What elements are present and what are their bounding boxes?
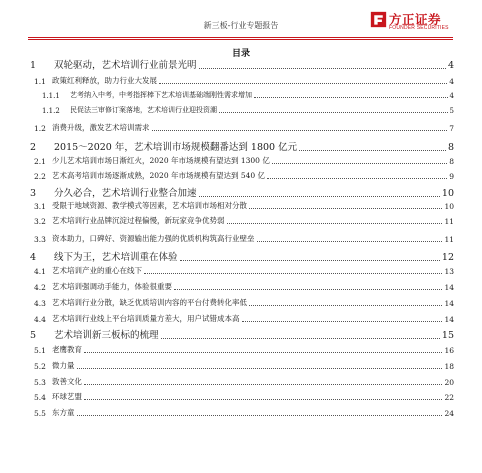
toc-dot-leader	[199, 195, 440, 197]
toc-entry-3[interactable]	[30, 185, 454, 199]
toc-entry-number: 3	[30, 188, 37, 199]
toc-entry-number: 1	[30, 60, 37, 71]
toc-dot-leader	[144, 272, 442, 274]
toc-entry-number: 4.4	[34, 315, 46, 324]
toc-dot-leader	[272, 162, 447, 164]
toc-entry-1[interactable]	[30, 57, 454, 71]
toc-entry-title: 老鹰教育	[52, 345, 82, 354]
toc-entry-page: 4	[449, 92, 454, 100]
toc-entry-number: 3.2	[34, 217, 46, 226]
toc-entry-page: 8	[447, 142, 454, 153]
toc-dot-leader	[152, 129, 448, 131]
toc-entry-number: 5.5	[34, 409, 46, 418]
toc-entry-3-2[interactable]	[30, 215, 454, 226]
toc-entry-title: 环球艺盟	[52, 392, 82, 401]
toc-entry-title: 艺术培训产业的重心在线下	[52, 266, 142, 275]
toc-entry-page: 4	[447, 60, 454, 71]
toc-entry-4-3[interactable]	[30, 297, 454, 308]
toc-dot-leader	[267, 177, 447, 179]
toc-dot-leader	[242, 320, 443, 322]
toc-dot-leader	[174, 288, 442, 290]
toc-entry-number: 2	[30, 142, 37, 153]
toc-entry-page: 14	[444, 299, 454, 308]
toc-dot-leader	[257, 240, 443, 242]
toc-entry-number: 3.1	[34, 202, 46, 211]
toc-entry-page: 22	[444, 393, 454, 402]
toc-entry-number: 4.3	[34, 299, 46, 308]
toc-entry-number: 4.1	[34, 267, 46, 276]
toc-entry-page: 15	[441, 330, 454, 341]
toc-entry-title: 分久必合，艺术培训行业整合加速	[54, 188, 197, 199]
toc-entry-4-2[interactable]	[30, 281, 454, 292]
toc-dot-leader	[84, 398, 442, 400]
toc-entry-page: 14	[444, 315, 454, 324]
toc-entry-number: 1.1.2	[42, 107, 60, 115]
toc-entry-page: 12	[441, 252, 454, 263]
toc-entry-number: 1.1.1	[42, 92, 60, 100]
founder-logo-icon	[370, 11, 387, 28]
toc-entry-page: 5	[449, 107, 454, 115]
toc-entry-page: 7	[449, 124, 454, 133]
toc-entry-title: 少儿艺术培训市场日渐红火，2020 年市场规模有望达到 1300 亿	[52, 156, 270, 165]
toc-entry-title: 双轮驱动，艺术培训行业前景光明	[54, 60, 197, 71]
toc-entry-title: 艺术培训强调动手能力，体验很重要	[52, 282, 172, 291]
toc-entry-number: 4	[30, 252, 37, 263]
toc-entry-page: 16	[444, 346, 454, 355]
toc-entry-title: 敦善文化	[52, 377, 82, 386]
toc-entry-number: 5.1	[34, 346, 46, 355]
toc-entry-2-2[interactable]	[30, 170, 454, 181]
toc-entry-2-1[interactable]	[30, 155, 454, 166]
toc-entry-title: 受限于地域资源、教学模式等因素，艺术培训市场相对分散	[52, 201, 247, 210]
toc-entry-number: 1.1	[34, 77, 46, 86]
toc-heading: 目录	[231, 49, 250, 59]
toc-dot-leader	[227, 222, 443, 224]
toc-entry-title: 资本助力，口碑好、资源输出能力强的优质机构筑高行业壁垒	[52, 234, 255, 243]
toc-dot-leader	[249, 207, 442, 209]
toc-entry-page: 13	[444, 267, 454, 276]
toc-entry-page: 10	[441, 188, 454, 199]
toc-entry-1-2[interactable]	[30, 122, 454, 133]
toc-entry-5[interactable]	[30, 327, 454, 341]
toc-entry-5-3[interactable]	[30, 376, 454, 387]
toc-entry-title: 艺术培训行业分散，缺乏优质培训内容的平台付费转化率低	[52, 298, 247, 307]
toc-entry-number: 2.2	[34, 172, 46, 181]
toc-entry-title: 艺术培训行业线上平台培训质量方差大，用户试错成本高	[52, 314, 240, 323]
toc-entry-title: 微力量	[52, 361, 75, 370]
toc-entry-5-4[interactable]	[30, 391, 454, 402]
toc-entry-2[interactable]	[30, 139, 454, 153]
founder-securities-logo	[370, 10, 452, 34]
toc-entry-number: 4.2	[34, 283, 46, 292]
toc-entry-3-3[interactable]	[30, 233, 454, 244]
toc-entry-number: 5.2	[34, 362, 46, 371]
toc-entry-3-1[interactable]	[30, 200, 454, 211]
toc-entry-page: 10	[444, 202, 454, 211]
toc-dot-leader	[77, 367, 443, 369]
page-header	[0, 0, 482, 40]
logo-english-name: FOUNDER SECURITIES	[389, 25, 449, 31]
toc-entry-number: 2.1	[34, 157, 46, 166]
toc-dot-leader	[84, 383, 442, 385]
toc-entry-title: 艺考纳入中考，中考指挥棒下艺术培训基础端刚性需求增加	[70, 91, 252, 99]
toc-entry-title: 线下为王，艺术培训重在体验	[54, 252, 178, 263]
toc-dot-leader	[299, 149, 446, 151]
toc-entry-4-4[interactable]	[30, 313, 454, 324]
toc-entry-5-5[interactable]	[30, 407, 454, 418]
toc-entry-page: 8	[449, 157, 454, 166]
report-title: 新三板-行业专题报告	[203, 21, 279, 30]
toc-dot-leader	[159, 82, 447, 84]
toc-dot-leader	[161, 337, 440, 339]
toc-entry-number: 1.2	[34, 124, 46, 133]
toc-entry-5-2[interactable]	[30, 360, 454, 371]
toc-entry-1-1[interactable]	[30, 75, 454, 86]
toc-entry-page: 20	[444, 378, 454, 387]
toc-entry-page: 11	[444, 217, 454, 226]
toc-entry-1-1-1[interactable]	[30, 90, 454, 100]
toc-entry-number: 5	[30, 330, 37, 341]
logo-chinese-name: 方正证券	[389, 12, 442, 27]
toc-entry-title: 政策红利释放，助力行业大发展	[52, 76, 157, 85]
toc-entry-4[interactable]	[30, 249, 454, 263]
header-divider	[28, 37, 453, 38]
toc-entry-page: 4	[449, 77, 454, 86]
toc-entry-title: 消费升级，激发艺术培训需求	[52, 123, 150, 132]
header-divider-secondary	[28, 39, 453, 40]
toc-dot-leader	[219, 111, 448, 113]
toc-entry-title: 东方童	[52, 408, 75, 417]
toc-entry-1-1-2[interactable]	[30, 105, 454, 115]
toc-entry-number: 5.4	[34, 393, 46, 402]
toc-entry-title: 2015～2020 年，艺术培训市场规模翻番达到 1800 亿元	[54, 142, 298, 153]
toc-entry-title: 艺术高考培训市场逐渐成熟，2020 年市场规模有望达到 540 亿	[52, 171, 266, 180]
toc-dot-leader	[249, 304, 442, 306]
toc-entry-5-1[interactable]	[30, 344, 454, 355]
toc-entry-title: 民促法三审修订案落地，艺术培训行业迎投资潮	[70, 106, 217, 114]
toc-entry-4-1[interactable]	[30, 265, 454, 276]
toc-entry-page: 14	[444, 283, 454, 292]
toc-dot-leader	[180, 259, 440, 261]
toc-entry-page: 24	[444, 409, 454, 418]
toc-entry-page: 11	[444, 235, 454, 244]
toc-entry-page: 9	[449, 172, 454, 181]
toc-dot-leader	[254, 96, 448, 98]
toc-dot-leader	[199, 67, 446, 69]
toc-dot-leader	[84, 351, 442, 353]
toc-entry-number: 3.3	[34, 235, 46, 244]
toc-entry-page: 18	[444, 362, 454, 371]
toc-entry-number: 5.3	[34, 378, 46, 387]
toc-entry-title: 艺术培训行业品牌沉淀过程偏慢，新玩家竞争优势弱	[52, 216, 225, 225]
toc-entry-title: 艺术培训新三板标的梳理	[54, 330, 159, 341]
toc-dot-leader	[77, 414, 443, 416]
